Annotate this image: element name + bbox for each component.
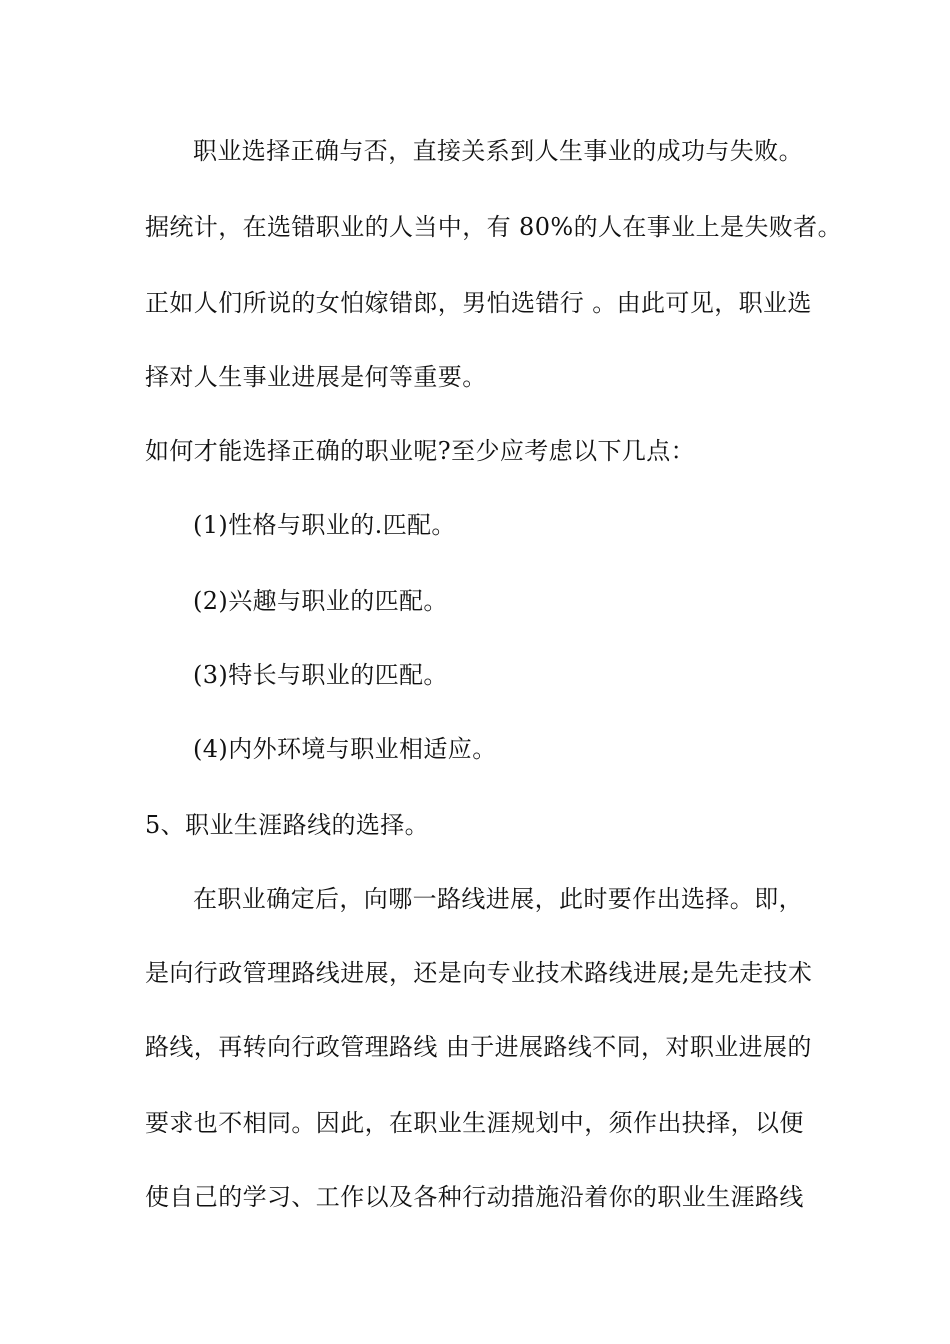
paragraph-line-1: 职业选择正确与否，直接关系到人生事业的成功与失败。 [193,137,803,165]
question-line: 如何才能选择正确的职业呢?至少应考虑以下几点： [145,437,696,465]
paragraph-line-5: 在职业确定后，向哪一路线进展，此时要作出选择。即， [193,885,803,913]
list-item-4: (4)内外环境与职业相适应。 [193,735,497,763]
paragraph-line-6: 是向行政管理路线进展，还是向专业技术路线进展;是先走技术 [145,959,813,987]
list-item-1: (1)性格与职业的.匹配。 [193,511,456,539]
paragraph-line-3: 正如人们所说的女怕嫁错郎，男怕选错行 。由此可见，职业选 [145,289,812,317]
paragraph-line-4: 择对人生事业进展是何等重要。 [145,363,487,391]
list-item-3: (3)特长与职业的匹配。 [193,661,448,689]
paragraph-line-7: 路线，再转向行政管理路线 由于进展路线不同，对职业进展的 [145,1033,812,1061]
paragraph-line-9: 使自己的学习、工作以及各种行动措施沿着你的职业生涯路线 [145,1183,804,1211]
list-item-2: (2)兴趣与职业的匹配。 [193,587,448,615]
paragraph-line-8: 要求也不相同。因此，在职业生涯规划中，须作出抉择，以便 [145,1109,804,1137]
section-heading: 5、职业生涯路线的选择。 [145,811,430,839]
paragraph-line-2: 据统计，在选错职业的人当中，有 80%的人在事业上是失败者。 [145,213,842,241]
